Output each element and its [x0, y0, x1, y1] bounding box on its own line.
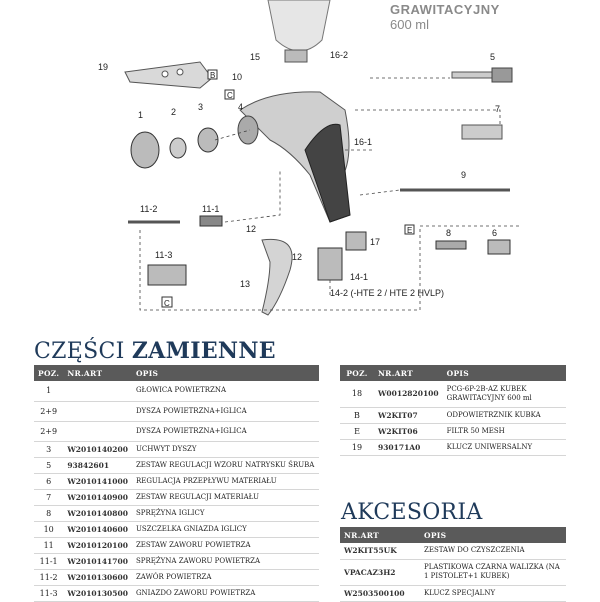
cell-nrart: W2KIT06: [374, 423, 443, 439]
table-row: [34, 537, 319, 553]
universal-wrench: [125, 62, 212, 88]
cell-opis: UCHWYT DYSZY: [132, 441, 319, 457]
cell-opis: REGULACJA PRZEPŁYWU MATERIAŁU: [132, 473, 319, 489]
title-bold: ZAMIENNE: [131, 338, 276, 364]
cell-pos: 18: [340, 381, 374, 407]
cell-nrart: W2010130600: [63, 569, 132, 585]
table-row: [34, 569, 319, 585]
cell-opis: ODPOWIETRZNIK KUBKA: [443, 407, 566, 423]
air-inlet: [318, 248, 342, 280]
part-5-rod: [452, 72, 492, 78]
cell-nrart: W2010141700: [63, 553, 132, 569]
cell-pos: 11-2: [34, 569, 63, 585]
cell-nrart: 93842601: [63, 457, 132, 473]
col-opis: OPIS: [132, 365, 319, 381]
fluid-adjust-knob: [488, 240, 510, 254]
paint-cup: [268, 0, 330, 51]
cell-nrart: W2KIT55UK: [340, 543, 420, 559]
cell-pos: 3: [34, 441, 63, 457]
callout-1: 1: [138, 110, 144, 120]
cell-pos: 11-1: [34, 553, 63, 569]
col-opis: OPIS: [443, 365, 566, 381]
callout-4: 4: [238, 102, 244, 112]
cell-nrart: [63, 401, 132, 421]
cell-pos: 1: [34, 381, 63, 401]
cell-nrart: W2010140200: [63, 441, 132, 457]
table-row: [34, 457, 319, 473]
table-row: [340, 543, 566, 559]
cell-nrart: [63, 381, 132, 401]
callout-16-2: 16-2: [330, 50, 349, 60]
cup-collar: [285, 50, 307, 62]
air-valve-seat: [148, 265, 186, 285]
cell-nrart: W2010140900: [63, 489, 132, 505]
table-row: [34, 553, 319, 569]
callout-12b: 12: [292, 252, 303, 262]
cell-nrart: W2010140600: [63, 521, 132, 537]
callout-2: 2: [171, 107, 177, 117]
spare-parts-table-left: [34, 365, 319, 602]
callout-16-1: 16-1: [354, 137, 373, 147]
callout-11-1: 11-1: [202, 204, 220, 214]
air-cap: [131, 132, 159, 168]
table-row: [340, 381, 566, 407]
cell-opis: ZESTAW DO CZYSZCZENIA: [420, 543, 566, 559]
col-nrart: NR.ART: [340, 527, 420, 543]
cell-opis: PCG-6P-2B-AZ KUBEK GRAWITACYJNY 600 ml: [443, 381, 566, 407]
callout-12a: 12: [246, 224, 257, 234]
cell-pos: 6: [34, 473, 63, 489]
cell-nrart: W2010130500: [63, 585, 132, 601]
col-nrart: NR.ART: [374, 365, 443, 381]
cell-opis: ZAWÓR POWIETRZA: [132, 569, 319, 585]
gun-nozzle: [238, 116, 258, 144]
cell-pos: 2+9: [34, 401, 63, 421]
cell-nrart: W2010141000: [63, 473, 132, 489]
box-letter-E: E: [407, 226, 413, 235]
col-opis: OPIS: [420, 527, 566, 543]
callout-7: 7: [495, 104, 501, 114]
cell-opis: ZESTAW REGULACJI MATERIAŁU: [132, 489, 319, 505]
cell-opis: KLUCZ SPECJALNY: [420, 585, 566, 601]
table-row: [34, 421, 319, 441]
cell-nrart: 930171A0: [374, 439, 443, 455]
cell-pos: 11: [34, 537, 63, 553]
callout-10: 10: [232, 72, 243, 82]
table-row: [34, 381, 319, 401]
table-row: [34, 505, 319, 521]
col-nrart: NR.ART: [63, 365, 132, 381]
cell-opis: KLUCZ UNIWERSALNY: [443, 439, 566, 455]
table-row: [340, 439, 566, 455]
cell-opis: ZESTAW REGULACJI WZORU NATRYSKU ŚRUBA: [132, 457, 319, 473]
cell-opis: USZCZELKA GNIAZDA IGLICY: [132, 521, 319, 537]
col-poz: POZ.: [34, 365, 63, 381]
table-row: [34, 441, 319, 457]
callout-3: 3: [198, 102, 204, 112]
title-light: CZĘŚCI: [34, 339, 132, 364]
cell-pos: E: [340, 423, 374, 439]
table-row: [34, 521, 319, 537]
needle-spring: [436, 241, 466, 249]
table-row: [340, 407, 566, 423]
cell-nrart: W2503500100: [340, 585, 420, 601]
cell-pos: 19: [340, 439, 374, 455]
cell-pos: B: [340, 407, 374, 423]
part-7: [462, 125, 502, 139]
table-row: [34, 585, 319, 601]
callout-11-3: 11-3: [155, 250, 173, 260]
cell-pos: 11-3: [34, 585, 63, 601]
cell-nrart: [63, 421, 132, 441]
callout-8: 8: [446, 228, 452, 238]
cell-nrart: W2KIT07: [374, 407, 443, 423]
subtitle-line-2: 600 ml: [390, 17, 430, 32]
cell-pos: 5: [34, 457, 63, 473]
cell-pos: 8: [34, 505, 63, 521]
col-poz: POZ.: [340, 365, 374, 381]
cell-opis: SPRĘŻYNA IGLICY: [132, 505, 319, 521]
cell-opis: FILTR 50 MESH: [443, 423, 566, 439]
table-row: [34, 401, 319, 421]
cell-nrart: VPACAZ3H2: [340, 559, 420, 585]
cell-opis: DYSZA POWIETRZNA+IGLICA: [132, 401, 319, 421]
air-valve-spring: [200, 216, 222, 226]
subtitle-line-1: GRAWITACYJNY: [390, 2, 500, 17]
cell-pos: 10: [34, 521, 63, 537]
cell-nrart: W2010140800: [63, 505, 132, 521]
table-row: [340, 585, 566, 601]
part-17: [346, 232, 366, 250]
callout-14-2: 14-2 (-HTE 2 / HTE 2 HVLP): [330, 288, 445, 298]
cell-opis: ZESTAW ZAWORU POWIETRZA: [132, 537, 319, 553]
callout-17: 17: [370, 237, 381, 247]
box-letter-C1: C: [227, 91, 233, 100]
callout-9: 9: [461, 170, 467, 180]
table-row: [340, 559, 566, 585]
callout-13: 13: [240, 279, 251, 289]
callout-19: 19: [98, 62, 109, 72]
cell-opis: SPRĘŻYNA ZAWORU POWIETRZA: [132, 553, 319, 569]
callout-15: 15: [250, 52, 261, 62]
box-letter-B: B: [210, 71, 216, 80]
cell-nrart: W0012820100: [374, 381, 443, 407]
callout-11-2: 11-2: [140, 204, 158, 214]
title-accessories: AKCESORIA: [341, 500, 483, 525]
accessories-table: [340, 527, 566, 602]
callout-14-1: 14-1: [350, 272, 369, 282]
table-row: [340, 423, 566, 439]
trigger: [262, 239, 292, 315]
table-row: [34, 473, 319, 489]
cell-pos: 2+9: [34, 421, 63, 441]
cell-opis: GNIAZDO ZAWORU POWIETRZA: [132, 585, 319, 601]
box-letter-C2: C: [164, 299, 170, 308]
spare-parts-table-right: [340, 365, 566, 456]
cell-opis: PLASTIKOWA CZARNA WALIZKA (NA 1 PISTOLET+1 KUBEK): [420, 559, 566, 585]
cell-opis: GŁOWICA POWIETRZNA: [132, 381, 319, 401]
cell-opis: DYSZA POWIETRZNA+IGLICA: [132, 421, 319, 441]
callout-5: 5: [490, 52, 496, 62]
fluid-nozzle: [170, 138, 186, 158]
section-title-accessories: [341, 500, 483, 525]
callout-6: 6: [492, 228, 498, 238]
table-row: [34, 489, 319, 505]
cell-pos: 7: [34, 489, 63, 505]
cell-nrart: W2010120100: [63, 537, 132, 553]
section-title-spare-parts: [34, 338, 276, 364]
